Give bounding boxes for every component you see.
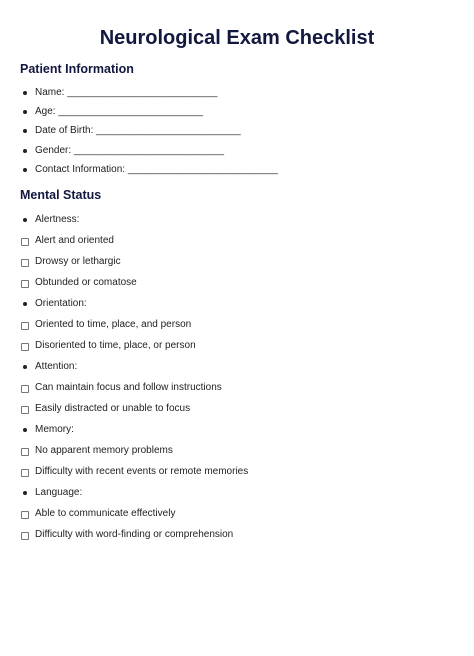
- checkbox-item[interactable]: [20, 251, 454, 272]
- mental-status-heading: Mental Status: [20, 187, 102, 202]
- bullet-icon: [23, 365, 27, 369]
- patient-field-gender[interactable]: [20, 141, 454, 160]
- patient-information-heading: Patient Information: [20, 62, 134, 76]
- checkbox-item[interactable]: [20, 377, 454, 398]
- bullet-icon: [23, 428, 27, 432]
- checkbox-icon[interactable]: [21, 469, 29, 477]
- group-label: Alertness:: [35, 213, 80, 225]
- group-label: Memory:: [35, 423, 74, 435]
- checkbox-icon[interactable]: [21, 406, 29, 414]
- mental-status-groups: [20, 209, 454, 545]
- checkbox-item[interactable]: [20, 461, 454, 482]
- checkbox-icon[interactable]: [21, 280, 29, 288]
- checkbox-item[interactable]: [20, 440, 454, 461]
- checkbox-label: Oriented to time, place, and person: [35, 318, 192, 330]
- checkbox-icon[interactable]: [21, 511, 29, 519]
- patient-field-name[interactable]: [20, 83, 454, 102]
- group-label-language: [20, 482, 454, 503]
- checkbox-label: Able to communicate effectively: [35, 507, 176, 519]
- bullet-icon: [23, 91, 27, 95]
- group-label: Attention:: [35, 360, 78, 372]
- checkbox-label: No apparent memory problems: [35, 444, 173, 456]
- bullet-icon: [23, 218, 27, 222]
- checkbox-label: Obtunded or comatose: [35, 276, 137, 288]
- checkbox-item[interactable]: [20, 524, 454, 545]
- bullet-icon: [23, 491, 27, 495]
- field-label: Age: __________________________: [35, 106, 203, 118]
- checkbox-icon[interactable]: [21, 343, 29, 351]
- checkbox-label: Difficulty with word-finding or comprehension: [35, 528, 234, 540]
- bullet-icon: [23, 129, 27, 133]
- group-label-alertness: [20, 209, 454, 230]
- patient-field-date-of-birth[interactable]: [20, 121, 454, 140]
- field-label: Date of Birth: __________________________: [35, 125, 241, 137]
- checkbox-icon[interactable]: [21, 532, 29, 540]
- checkbox-icon[interactable]: [21, 259, 29, 267]
- patient-fields-list: [20, 83, 454, 179]
- checkbox-item[interactable]: [20, 272, 454, 293]
- patient-field-age[interactable]: [20, 102, 454, 121]
- bullet-icon: [23, 168, 27, 172]
- field-label: Gender: ___________________________: [35, 144, 225, 156]
- bullet-icon: [23, 149, 27, 153]
- checkbox-item[interactable]: [20, 503, 454, 524]
- checkbox-label: Drowsy or lethargic: [35, 255, 121, 267]
- field-label: Contact Information: ___________________________: [35, 163, 278, 175]
- group-label-memory: [20, 419, 454, 440]
- checkbox-icon[interactable]: [21, 385, 29, 393]
- group-label: Orientation:: [35, 297, 87, 309]
- bullet-icon: [23, 302, 27, 306]
- checkbox-label: Disoriented to time, place, or person: [35, 339, 196, 351]
- checkbox-item[interactable]: [20, 398, 454, 419]
- checkbox-label: Easily distracted or unable to focus: [35, 402, 191, 414]
- group-label: Language:: [35, 486, 83, 498]
- checkbox-item[interactable]: [20, 335, 454, 356]
- group-label-orientation: [20, 293, 454, 314]
- checkbox-icon[interactable]: [21, 322, 29, 330]
- page-title: Neurological Exam Checklist: [99, 27, 375, 49]
- field-label: Name: ___________________________: [35, 87, 218, 98]
- checkbox-item[interactable]: [20, 230, 454, 251]
- checkbox-label: Alert and oriented: [35, 234, 114, 246]
- patient-field-contact-information[interactable]: [20, 160, 454, 179]
- checkbox-label: Difficulty with recent events or remote memories: [35, 465, 249, 477]
- group-label-attention: [20, 356, 454, 377]
- checkbox-icon[interactable]: [21, 238, 29, 246]
- checkbox-item[interactable]: [20, 314, 454, 335]
- bullet-icon: [23, 110, 27, 114]
- checkbox-label: Can maintain focus and follow instructions: [35, 381, 222, 393]
- checkbox-icon[interactable]: [21, 448, 29, 456]
